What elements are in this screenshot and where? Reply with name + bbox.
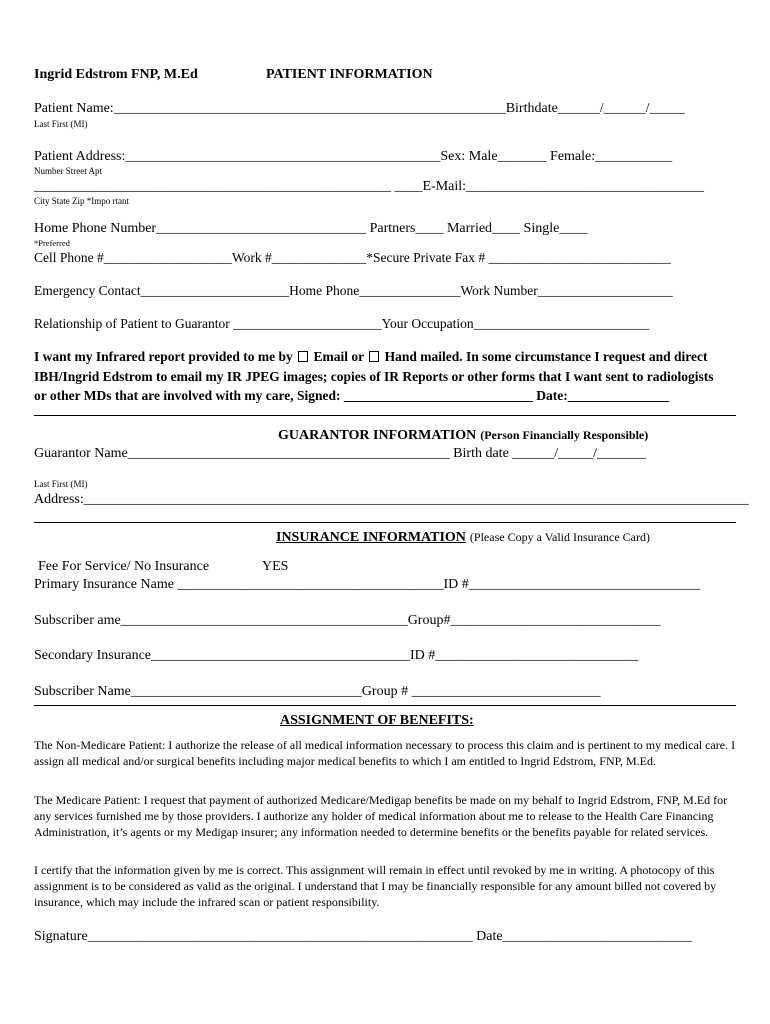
para-medicare-text: The Medicare Patient: I request that payment of authorized Medicare/Medigap benefits be made on my behalf to Ingrid Edstrom, FNP, M.Ed for any services furnished me by those providers. I authorize any holder of medical information about me to release to the Health Care Financing Administration, it’s agents or my Medigap insurer; any information needed to determine benefits or the benefits payable for related services. <box>34 793 728 839</box>
patient-address-field[interactable]: Patient Address:_____________________________________________Sex: Male_______ Female:___________ <box>34 149 673 164</box>
assignment-heading: ASSIGNMENT OF BENEFITS: <box>280 713 474 728</box>
patient-name-hint: Last First (MI) <box>34 119 88 129</box>
guarantor-name-field[interactable]: Guarantor Name______________________________________________ Birth date ______/_____/_______ <box>34 446 647 461</box>
consent-text-a: I want my Infrared report provided to me by <box>34 349 293 364</box>
consent-line-2: IBH/Ingrid Edstrom to email my IR JPEG images; copies of IR Reports or other forms that I want sent to radiologists <box>34 369 714 384</box>
guarantor-heading <box>278 427 648 443</box>
relationship-field[interactable]: Relationship of Patient to Guarantor ______________________Your Occupation__________________________ <box>34 316 650 331</box>
fee-for-service-label: Fee For Service/ No Insurance <box>38 559 210 574</box>
insurance-heading <box>276 529 650 545</box>
patient-name-field[interactable]: Patient Name:________________________________________________________Birthdate______/______/_____ <box>34 101 685 116</box>
city-state-zip-hint: City State Zip *Impo rtant <box>34 196 129 206</box>
assignment-paragraph-medicare <box>34 792 739 840</box>
subscriber-field[interactable]: Subscriber ame_________________________________________Group#______________________________ <box>34 613 661 628</box>
form-title: PATIENT INFORMATION <box>266 67 433 82</box>
fee-for-service-value: YES <box>262 559 289 574</box>
consent-line-3[interactable]: or other MDs that are involved with my care, Signed: ____________________________ Date:_______________ <box>34 388 669 403</box>
emergency-contact-field[interactable]: Emergency Contact______________________Home Phone_______________Work Number____________________ <box>34 283 673 298</box>
divider <box>34 522 736 523</box>
insurance-heading-note: (Please Copy a Valid Insurance Card) <box>469 530 650 544</box>
cell-phone-field[interactable]: Cell Phone #___________________Work #______________*Secure Private Fax # ___________________________ <box>34 250 671 265</box>
preferred-hint: *Preferred <box>34 238 70 248</box>
email-checkbox[interactable] <box>298 351 308 362</box>
home-phone-field[interactable]: Home Phone Number______________________________ Partners____ Married____ Single____ <box>34 221 588 236</box>
guarantor-heading-title: GUARANTOR INFORMATION <box>278 428 477 443</box>
signature-field[interactable]: Signature_______________________________________________________ Date___________________________ <box>34 929 692 944</box>
address-hint: Number Street Apt <box>34 166 102 176</box>
hand-mailed-checkbox[interactable] <box>369 351 379 362</box>
email-field[interactable]: ___________________________________________________ ____E-Mail:__________________________________ <box>34 179 705 194</box>
insurance-heading-title: INSURANCE INFORMATION <box>276 530 466 545</box>
para-non-medicare-text: The Non-Medicare Patient: I authorize the release of all medical information necessary to process this claim and is pertinent to my medical care. I assign all medical and/or surgical benefits including major medical benefits to which I am entitled to Ingrid Edstrom, FNP, M.Ed. <box>34 738 736 768</box>
guarantor-address-field[interactable]: Address:_______________________________________________________________________________________________ <box>34 492 749 507</box>
consent-text-b: Email or <box>313 349 364 364</box>
divider <box>34 705 736 706</box>
guarantor-heading-note: (Person Financially Responsible) <box>480 428 649 442</box>
guarantor-name-hint: Last First (MI) <box>34 479 88 489</box>
secondary-insurance-field[interactable]: Secondary Insurance_____________________________________ID #_____________________________ <box>34 648 639 663</box>
consent-text-c: Hand mailed. In some circumstance I request and direct <box>384 349 708 364</box>
assignment-paragraph-certify <box>34 862 739 910</box>
divider <box>34 415 736 416</box>
primary-insurance-field[interactable]: Primary Insurance Name ______________________________________ID #_________________________________ <box>34 577 700 592</box>
provider-name: Ingrid Edstrom FNP, M.Ed <box>34 67 198 82</box>
consent-line-1 <box>34 350 708 364</box>
subscriber-name-field[interactable]: Subscriber Name_________________________________Group # ___________________________ <box>34 684 601 699</box>
assignment-paragraph-non-medicare <box>34 737 739 769</box>
para-certify-text: I certify that the information given by me is correct. This assignment will remain in effect until revoked by me in writing. A photocopy of this assignment is to be considered as valid as the original. I understand that I may be financially responsible for any amount billed not covered by insurance, which may include the infrared scan or patient responsibility. <box>34 863 717 909</box>
